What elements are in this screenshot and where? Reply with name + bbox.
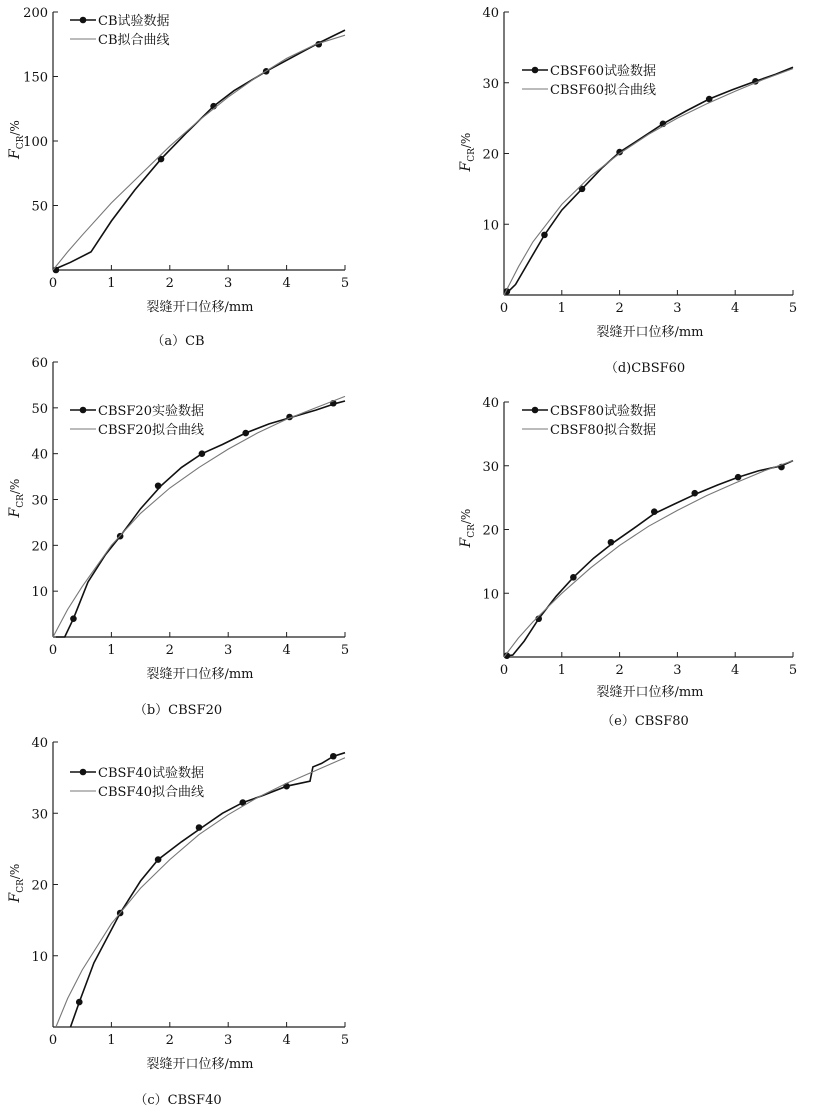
fit-curve-line <box>504 461 793 657</box>
experimental-data-point <box>70 615 77 622</box>
y-tick-label: 30 <box>31 807 48 823</box>
x-tick-label: 4 <box>731 663 740 678</box>
y-axis-label-sub: CR <box>16 879 26 893</box>
x-tick-label: 2 <box>615 301 624 316</box>
x-tick-label: 4 <box>282 1033 291 1048</box>
y-tick-label: 20 <box>31 878 48 894</box>
y-tick-label: 50 <box>31 401 48 417</box>
chart-panel-2 <box>7 356 349 718</box>
y-axis-label-main: F <box>7 892 23 903</box>
x-tick-label: 5 <box>788 301 798 316</box>
y-tick-label: 10 <box>31 585 48 601</box>
experimental-data-line <box>53 30 345 270</box>
chart-caption: （c）CBSF40 <box>134 1093 222 1108</box>
experimental-data-point <box>541 232 548 239</box>
experimental-data-point <box>199 450 206 457</box>
y-tick-label: 60 <box>31 356 48 371</box>
y-axis-label-main: F <box>7 507 23 518</box>
experimental-data-point <box>735 474 742 481</box>
y-tick-label: 20 <box>31 539 48 555</box>
y-axis-label-sub: CR <box>467 148 477 162</box>
y-axis-label-unit: /% <box>459 132 473 149</box>
experimental-data-line <box>507 67 793 293</box>
x-tick-label: 0 <box>48 1033 58 1048</box>
x-tick-label: 3 <box>673 301 682 316</box>
x-tick-label: 0 <box>499 663 509 678</box>
legend-entry-label: CBSF40拟合曲线 <box>98 785 204 800</box>
legend-marker <box>80 17 87 24</box>
x-tick-label: 0 <box>48 276 58 291</box>
x-tick-label: 4 <box>731 301 740 316</box>
legend-entry-label: CBSF20实验数据 <box>98 404 204 419</box>
x-tick-label: 2 <box>165 643 174 658</box>
chart-panel-3 <box>7 736 349 1108</box>
x-tick-label: 5 <box>788 663 798 678</box>
legend-entry-label: CBSF60试验数据 <box>550 64 656 79</box>
x-tick-label: 2 <box>165 276 174 291</box>
y-axis-label <box>7 120 26 160</box>
y-axis-label-main: F <box>7 149 23 159</box>
experimental-data-point <box>196 824 203 831</box>
chart-panel-4 <box>458 6 797 376</box>
x-tick-label: 4 <box>282 643 291 658</box>
y-axis-label <box>7 864 26 904</box>
x-tick-label: 1 <box>107 643 116 658</box>
x-axis-label: 裂缝开口位移/mm <box>146 300 254 315</box>
x-tick-label: 5 <box>340 276 350 291</box>
y-tick-label: 40 <box>31 736 48 751</box>
chart-caption: （e）CBSF80 <box>601 714 689 729</box>
y-tick-label: 10 <box>31 949 48 965</box>
legend-entry-label: CBSF20拟合曲线 <box>98 423 204 438</box>
chart-caption: （a）CB <box>151 334 205 349</box>
legend-entry-label: CBSF80试验数据 <box>550 404 656 419</box>
experimental-data-point <box>691 490 698 497</box>
y-tick-label: 30 <box>31 493 48 509</box>
legend-entry-label: CBSF80拟合数据 <box>550 423 656 438</box>
chart-caption: （b）CBSF20 <box>133 703 223 718</box>
y-axis-label-sub: CR <box>16 135 26 150</box>
x-axis-label: 裂缝开口位移/mm <box>146 667 254 682</box>
legend-entry-label: CB拟合曲线 <box>98 33 170 48</box>
y-tick-label: 20 <box>482 523 499 539</box>
x-tick-label: 0 <box>499 301 509 316</box>
y-tick-label: 20 <box>482 147 499 163</box>
x-tick-label: 2 <box>615 663 624 678</box>
x-tick-label: 4 <box>282 276 291 291</box>
x-axis-label: 裂缝开口位移/mm <box>596 685 704 700</box>
y-tick-label: 40 <box>31 447 48 463</box>
y-tick-label: 10 <box>482 218 499 234</box>
x-tick-label: 3 <box>224 1033 233 1048</box>
y-axis-label-main: F <box>458 161 474 172</box>
y-axis-label-sub: CR <box>467 524 477 538</box>
experimental-data-point <box>155 856 162 863</box>
x-tick-label: 0 <box>48 643 58 658</box>
legend-entry-label: CBSF40试验数据 <box>98 766 204 781</box>
legend-marker <box>532 67 539 74</box>
experimental-data-point <box>330 753 337 760</box>
x-tick-label: 3 <box>673 663 682 678</box>
y-tick-label: 100 <box>23 135 48 150</box>
legend-marker <box>80 407 87 414</box>
x-tick-label: 5 <box>340 1033 350 1048</box>
legend-marker <box>532 407 539 414</box>
x-tick-label: 3 <box>224 276 233 291</box>
x-tick-label: 1 <box>107 1033 116 1048</box>
x-axis-label: 裂缝开口位移/mm <box>146 1057 254 1072</box>
y-tick-label: 30 <box>482 459 499 475</box>
chart-panel-1 <box>7 6 349 349</box>
legend-entry-label: CBSF60拟合曲线 <box>550 83 656 98</box>
y-axis-label-main: F <box>458 537 474 548</box>
fit-curve-line <box>504 69 793 295</box>
y-tick-label: 40 <box>482 6 499 21</box>
y-axis-label <box>458 133 477 173</box>
y-axis-label <box>458 509 477 549</box>
y-axis-label-unit: /% <box>8 863 22 880</box>
x-axis-label: 裂缝开口位移/mm <box>596 325 704 340</box>
fit-curve-line <box>53 35 345 270</box>
x-tick-label: 1 <box>107 276 116 291</box>
experimental-data-point <box>651 508 658 515</box>
x-tick-label: 5 <box>340 643 350 658</box>
y-tick-label: 50 <box>31 199 48 215</box>
y-axis-label-unit: /% <box>8 478 22 495</box>
y-axis-label-unit: /% <box>459 508 473 525</box>
legend-marker <box>80 769 87 776</box>
y-tick-label: 40 <box>482 396 499 411</box>
y-tick-label: 200 <box>23 6 48 21</box>
y-axis-label-unit: /% <box>8 120 22 136</box>
experimental-data-point <box>608 539 615 546</box>
x-tick-label: 3 <box>224 643 233 658</box>
experimental-data-point <box>570 574 577 581</box>
y-axis-label <box>7 479 26 519</box>
experimental-data-point <box>242 430 249 437</box>
x-tick-label: 1 <box>557 663 566 678</box>
experimental-data-point <box>155 482 162 489</box>
experimental-data-point <box>76 999 83 1006</box>
x-tick-label: 2 <box>165 1033 174 1048</box>
chart-caption: （d)CBSF60 <box>604 361 686 376</box>
x-tick-label: 1 <box>557 301 566 316</box>
y-axis-label-sub: CR <box>16 494 26 508</box>
experimental-data-line <box>507 461 793 656</box>
y-tick-label: 150 <box>23 70 48 86</box>
legend-entry-label: CB试验数据 <box>98 14 170 29</box>
y-tick-label: 10 <box>482 587 499 603</box>
y-tick-label: 30 <box>482 76 499 92</box>
chart-panel-5 <box>458 396 797 729</box>
